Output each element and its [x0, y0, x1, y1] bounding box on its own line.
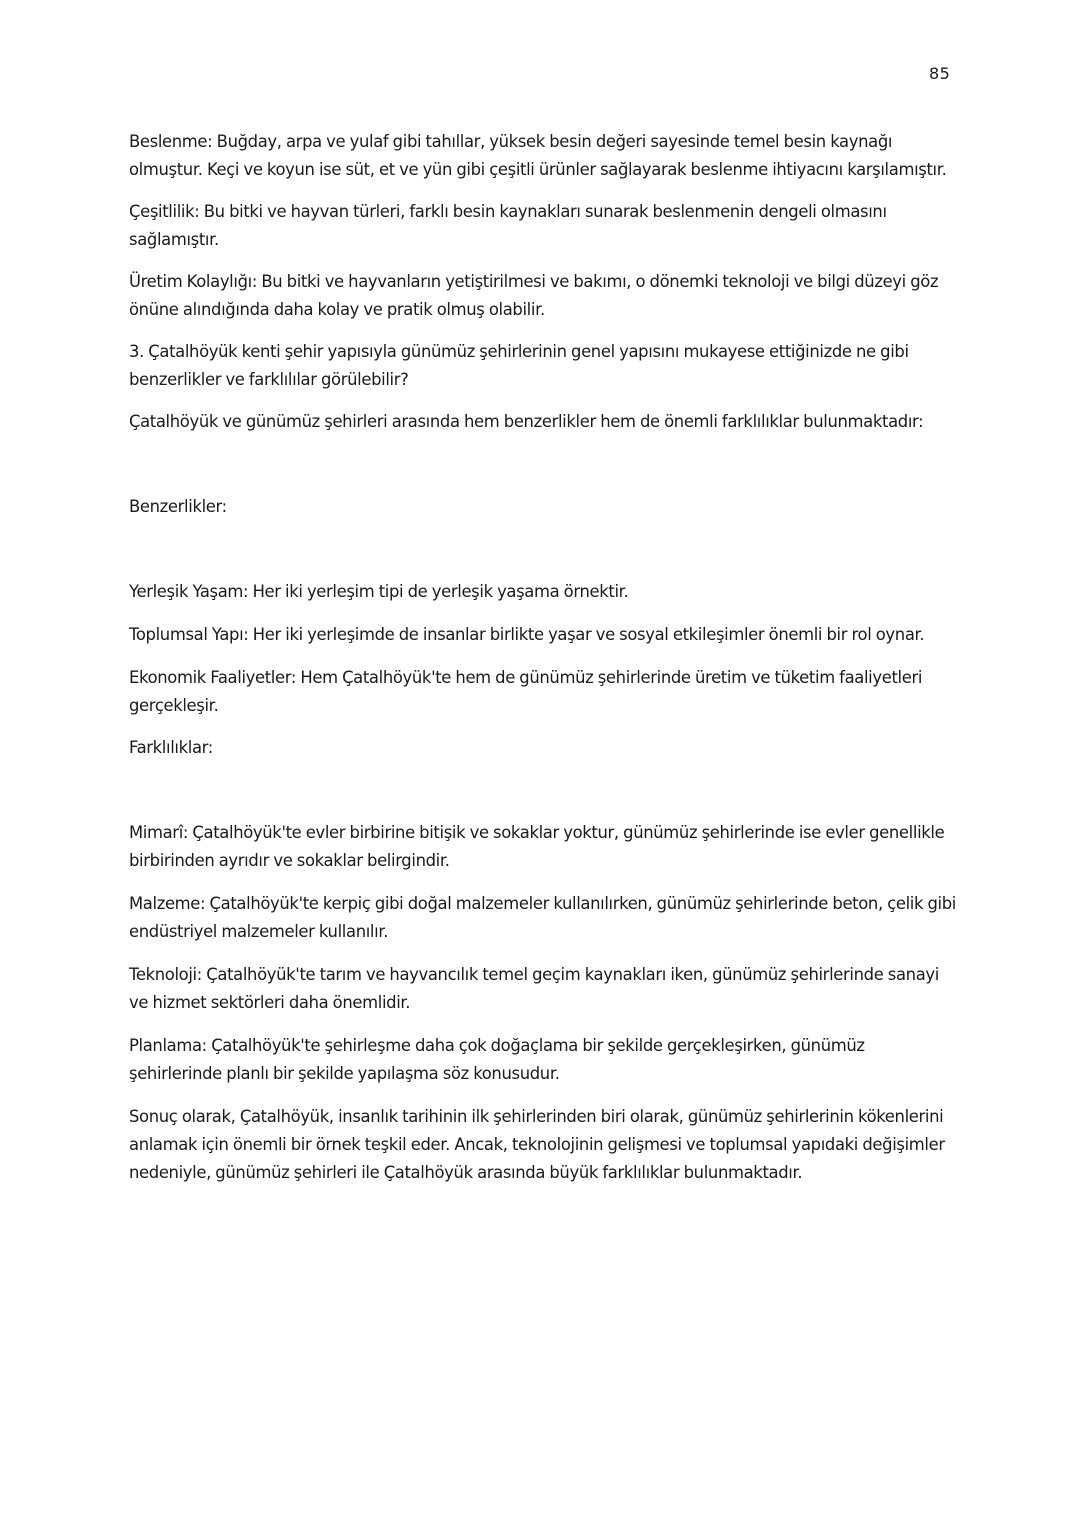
heading-farkliliklar: Farklılıklar:: [129, 738, 213, 757]
paragraph-toplumsal-yapi: Toplumsal Yapı: Her iki yerleşimde de insanlar birlikte yaşar ve sosyal etkileşimler önemli bir rol oynar.: [129, 625, 925, 644]
paragraph-teknoloji: Teknoloji: Çatalhöyük'te tarım ve hayvancılık temel geçim kaynakları iken, günümüz şehirlerinde sanayi ve hizmet sektörleri daha önemlidir.: [129, 965, 939, 1012]
paragraph-cesitlilik: Çeşitlilik: Bu bitki ve hayvan türleri, farklı besin kaynakları sunarak beslenmenin dengeli olmasını sağlamıştır.: [129, 202, 887, 249]
question-3: 3. Çatalhöyük kenti şehir yapısıyla günümüz şehirlerinin genel yapısını mukayese ettiğinizde ne gibi benzerlikler ve farklılılar görülebilir?: [129, 342, 909, 389]
document-body: [129, 128, 959, 1187]
paragraph-yerlesik-yasam: Yerleşik Yaşam: Her iki yerleşim tipi de yerleşik yaşama örnektir.: [129, 582, 629, 601]
paragraph-uretim-kolayligi: Üretim Kolaylığı: Bu bitki ve hayvanların yetiştirilmesi ve bakımı, o dönemki teknoloji ve bilgi düzeyi göz önüne alındığında daha kolay ve pratik olmuş olabilir.: [129, 272, 939, 319]
paragraph-mimari: Mimarî: Çatalhöyük'te evler birbirine bitişik ve sokaklar yoktur, günümüz şehirlerinde ise evler genellikle birbirinden ayrıdır ve sokaklar belirgindir.: [129, 823, 945, 870]
paragraph-ekonomik-faaliyetler: Ekonomik Faaliyetler: Hem Çatalhöyük'te hem de günümüz şehirlerinde üretim ve tüketim faaliyetleri gerçekleşir.: [129, 668, 923, 715]
page-number: 85: [929, 64, 951, 83]
paragraph-beslenme: Beslenme: Buğday, arpa ve yulaf gibi tahıllar, yüksek besin değeri sayesinde temel besin kaynağı olmuştur. Keçi ve koyun ise süt, et ve yün gibi çeşitli ürünler sağlayarak beslenme ihtiyacını karşılamıştır.: [129, 132, 947, 179]
paragraph-planlama: Planlama: Çatalhöyük'te şehirleşme daha çok doğaçlama bir şekilde gerçekleşirken, günümüz şehirlerinde planlı bir şekilde yapılaşma söz konusudur.: [129, 1036, 865, 1083]
paragraph-intro: Çatalhöyük ve günümüz şehirleri arasında hem benzerlikler hem de önemli farklılıklar bulunmaktadır:: [129, 412, 924, 431]
paragraph-sonuc: Sonuç olarak, Çatalhöyük, insanlık tarihinin ilk şehirlerinden biri olarak, günümüz şehirlerinin kökenlerini anlamak için önemli bir örnek teşkil eder. Ancak, teknolojinin gelişmesi ve toplumsal yapıdaki değişimler nedeniyle, günümüz şehirleri ile Çatalhöyük arasında büyük farklılıklar bulunmaktadır.: [129, 1107, 945, 1182]
paragraph-malzeme: Malzeme: Çatalhöyük'te kerpiç gibi doğal malzemeler kullanılırken, günümüz şehirlerinde beton, çelik gibi endüstriyel malzemeler kullanılır.: [129, 894, 957, 941]
heading-benzerlikler: Benzerlikler:: [129, 497, 227, 516]
